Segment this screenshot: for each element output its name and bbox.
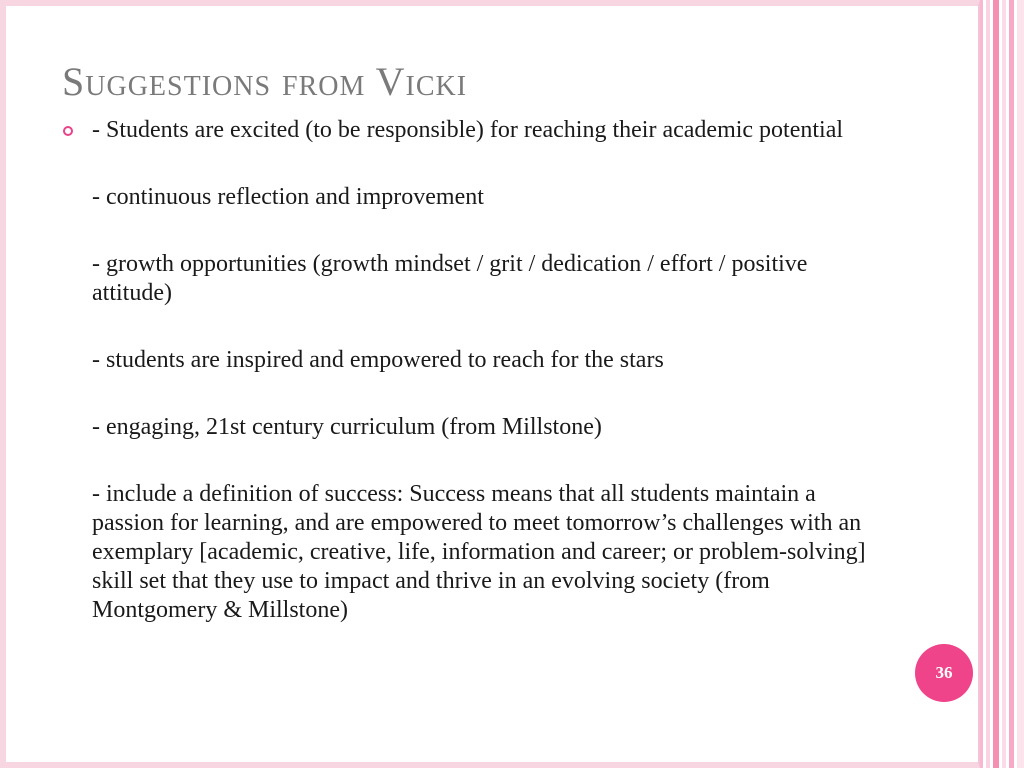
page-number: 36 [935,663,953,682]
stripe [1009,0,1014,768]
body-paragraph: - continuous reflection and improvement [92,184,484,210]
stripe [1002,0,1006,768]
bullet-ring-icon [63,126,73,136]
stripe [980,0,983,768]
body-paragraph: - students are inspired and empowered to reach for the stars [92,347,664,373]
page-number-badge [915,644,973,702]
slide-body [92,116,892,663]
body-paragraph: - growth opportunities (growth mindset / grit / dedication / effort / positive attitude) [92,251,808,306]
decorative-stripes [980,0,1024,768]
body-paragraph: - Students are excited (to be responsible) for reaching their academic potential [92,117,844,143]
stripe [986,0,990,768]
slide-title: Suggestions from Vicki [62,59,468,104]
stripe [993,0,999,768]
body-paragraph: - engaging, 21st century curriculum (from Millstone) [92,414,602,440]
stripe [1017,0,1024,768]
body-paragraph: - include a definition of success: Success means that all students maintain a passion for learning, and are empowered to meet tomorrow’s challenges with an exemplary [academic, creative, life, information and career; or problem-solving] skill set that they use to impact and thrive in an evolving society (from Montgomery & Millstone) [92,481,866,623]
